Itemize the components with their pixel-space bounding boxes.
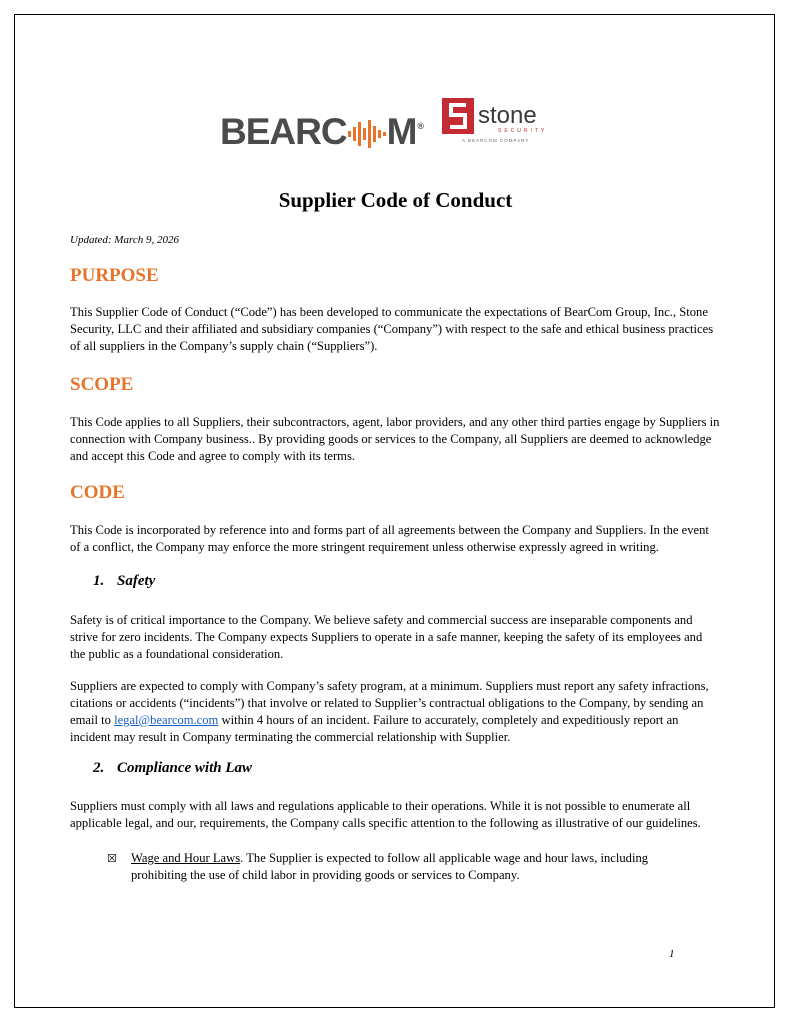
page-number: 1 — [669, 948, 675, 960]
safety-title: Safety — [117, 573, 156, 589]
safety-paragraph-2 — [70, 678, 720, 746]
scope-heading: SCOPE — [70, 374, 134, 395]
bearcom-logo-text: BEARC — [220, 111, 347, 152]
safety-paragraph-2-end: within 4 hours of an incident. Failure to accurately, completely and expeditiously report an incident may result in Company terminating the commercial relationship with Supplier. — [70, 713, 679, 744]
safety-paragraph-1: Safety is of critical importance to the Company. We believe safety and commercial success are inseparable components and strive for zero incidents. The Company expects Suppliers to operate in a safe manner, keeping the safety of its employees and the public as a foundational consideration. — [70, 613, 703, 661]
wage-hour-label: Wage and Hour Laws — [131, 851, 241, 865]
stone-security-logo — [440, 98, 550, 150]
safety-heading — [93, 573, 155, 590]
stone-tagline: A BEARCOM COMPANY — [462, 138, 530, 143]
compliance-title: Compliance with Law — [117, 760, 253, 776]
stone-wordmark: stone — [478, 102, 537, 129]
checkbox-icon: ☒ — [107, 852, 117, 865]
compliance-heading — [93, 760, 252, 777]
wage-hour-text — [131, 850, 691, 884]
logo-bar — [0, 98, 791, 158]
stone-s-icon — [442, 98, 474, 134]
purpose-paragraph: This Supplier Code of Conduct (“Code”) has been developed to communicate the expectations of BearCom Group, Inc., Stone Security, LLC and their affiliated and subsidiary companies (“Company”) with respect to the safe and ethical business practices of all suppliers in the Company’s supply chain (“Suppliers”). — [70, 305, 714, 353]
bearcom-logo — [220, 112, 423, 152]
purpose-heading: PURPOSE — [70, 265, 159, 286]
scope-paragraph: This Code applies to all Suppliers, their subcontractors, agent, labor providers, and any other third parties engage by Suppliers in connection with Company business.. By providing goods or services to the Company, all Suppliers are deemed to acknowledge and accept this Code and agree to comply with its terms. — [70, 415, 720, 463]
bearcom-logo-text-end: M — [386, 111, 417, 152]
wage-hour-body: . The Supplier is expected to follow all applicable wage and hour laws, including prohibiting the use of child labor in providing goods or services to Company. — [131, 851, 649, 882]
legal-email-link[interactable]: legal@bearcom.com — [114, 713, 219, 727]
stone-security-sub: SECURITY — [498, 128, 548, 134]
code-heading: CODE — [70, 482, 125, 503]
compliance-number: 2. — [93, 760, 105, 776]
safety-number: 1. — [93, 573, 105, 589]
updated-date: Updated: March 9, 2026 — [70, 234, 179, 246]
document-title: Supplier Code of Conduct — [278, 188, 513, 212]
compliance-paragraph: Suppliers must comply with all laws and regulations applicable to their operations. While it is not possible to enumerate all applicable legal, and our, requirements, the Company calls specific attention to the following as illustrative of our guidelines. — [70, 799, 701, 830]
code-paragraph: This Code is incorporated by reference into and forms part of all agreements between the Company and Suppliers. In the event of a conflict, the Company may enforce the more stringent requirement unless otherwise expressly agreed in writing. — [70, 523, 709, 554]
registered-mark: ® — [417, 121, 424, 131]
safety-paragraph-2-start: Suppliers are expected to comply with Company’s safety program, at a minimum. Suppliers must report any safety infractions, citations or accidents (“incidents”) that involve or related to Supplier’s contractual obligations to the Company, by sending an email to — [70, 679, 709, 727]
sound-wave-icon — [347, 119, 387, 149]
